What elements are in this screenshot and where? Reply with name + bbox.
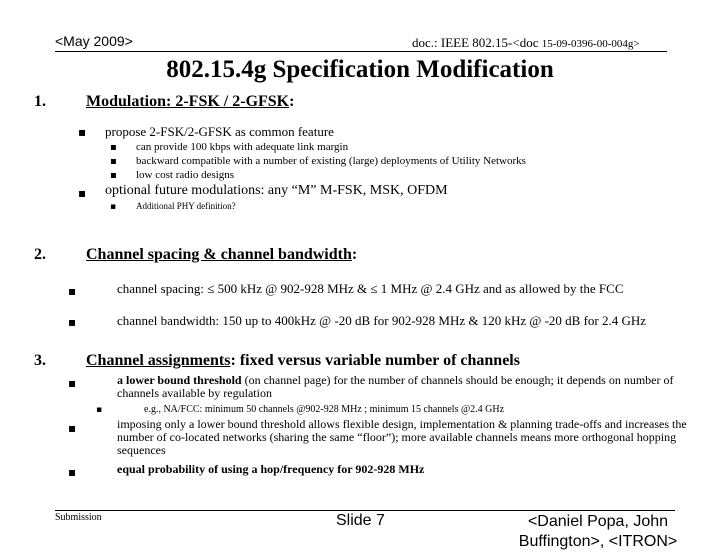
section-1-item-1: propose 2-FSK/2-GFSK as common feature [105,124,334,139]
bullet-icon: ▪ [68,284,77,298]
section-1-item-1-sub-2: backward compatible with a number of existing (large) deployments of Utility Networks [136,155,526,167]
section-2-heading-rest: : [351,246,358,263]
bullet-icon: ▪ [110,142,117,153]
section-3-item-3: equal probability of using a hop/frequency for 902-928 MHz [117,462,425,476]
footer-left: Submission [55,512,102,523]
section-3-heading-rest: : fixed versus variable number of channels [230,352,520,369]
section-3-item-1-lead: a lower bound threshold [117,373,242,387]
section-2-heading [86,246,357,264]
bullet-icon: ▪ [78,186,87,200]
section-1-heading-underlined: Modulation: 2-FSK / 2-GFSK [86,93,290,110]
section-1-number: 1. [34,93,46,110]
section-1-item-1-sub-1: can provide 100 kbps with adequate link margin [136,141,349,153]
section-1-item-2-sub-1: Additional PHY definition? [136,201,236,211]
section-2-item-2: channel bandwidth: 150 up to 400kHz @ -20 dB for 902-928 MHz & 120 kHz @ -20 dB for 2.4 GHz [117,313,647,328]
section-2-item-1: channel spacing: ≤ 500 kHz @ 902-928 MHz & ≤ 1 MHz @ 2.4 GHz and as allowed by the FCC [117,281,624,296]
section-2-number: 2. [34,246,46,263]
footer-slide-number: Slide 7 [336,512,385,529]
bullet-icon: ▪ [68,315,77,329]
header-doc-id [412,35,640,51]
section-3-heading [86,352,520,370]
bullet-icon: ▪ [68,376,77,390]
header-date: <May 2009> [55,33,133,49]
section-1-item-1-sub-3: low cost radio designs [136,169,235,181]
section-3-item-1 [117,374,691,400]
section-3-heading-underlined: Channel assignments [86,352,231,369]
section-3-number: 3. [34,352,46,369]
section-3-item-1-sub-1: e.g., NA/FCC: minimum 50 channels @902-928 MHz ; minimum 15 channels @2.4 GHz [144,404,505,415]
bullet-icon: ▪ [110,170,117,181]
footer-authors: <Daniel Popa, John Buffington>, <ITRON> [518,513,678,550]
bullet-icon: ▪ [68,465,77,479]
section-3-item-1-text: (on channel page) for the number of channels should be enough; it depends on number of channels available by regulation [117,373,674,400]
header-rule [55,51,667,52]
header-doc-id-prefix: doc.: IEEE 802.15-<doc [412,35,542,50]
section-3-item-2: imposing only a lower bound threshold allows flexible design, implementation & planning trade-offs and increases the number of co-located networks (sharing the same “floor”); more available channels means more orthogonal hopping sequences [117,417,687,457]
section-1-item-2: optional future modulations: any “M” M-FSK, MSK, OFDM [105,183,448,198]
section-2-heading-underlined: Channel spacing & channel bandwidth [86,246,352,263]
section-1-heading-rest: : [289,93,295,110]
bullet-icon: ▪ [110,202,117,212]
bullet-icon: ▪ [110,156,117,167]
footer-rule [55,510,675,511]
bullet-icon: ▪ [78,125,87,139]
header-doc-id-number: 15-09-0396-00-004g> [541,38,640,50]
section-1-heading [86,93,294,111]
slide-title: 802.15.4g Specification Modification [166,56,554,83]
bullet-icon: ▪ [96,405,103,415]
bullet-icon: ▪ [68,421,77,435]
